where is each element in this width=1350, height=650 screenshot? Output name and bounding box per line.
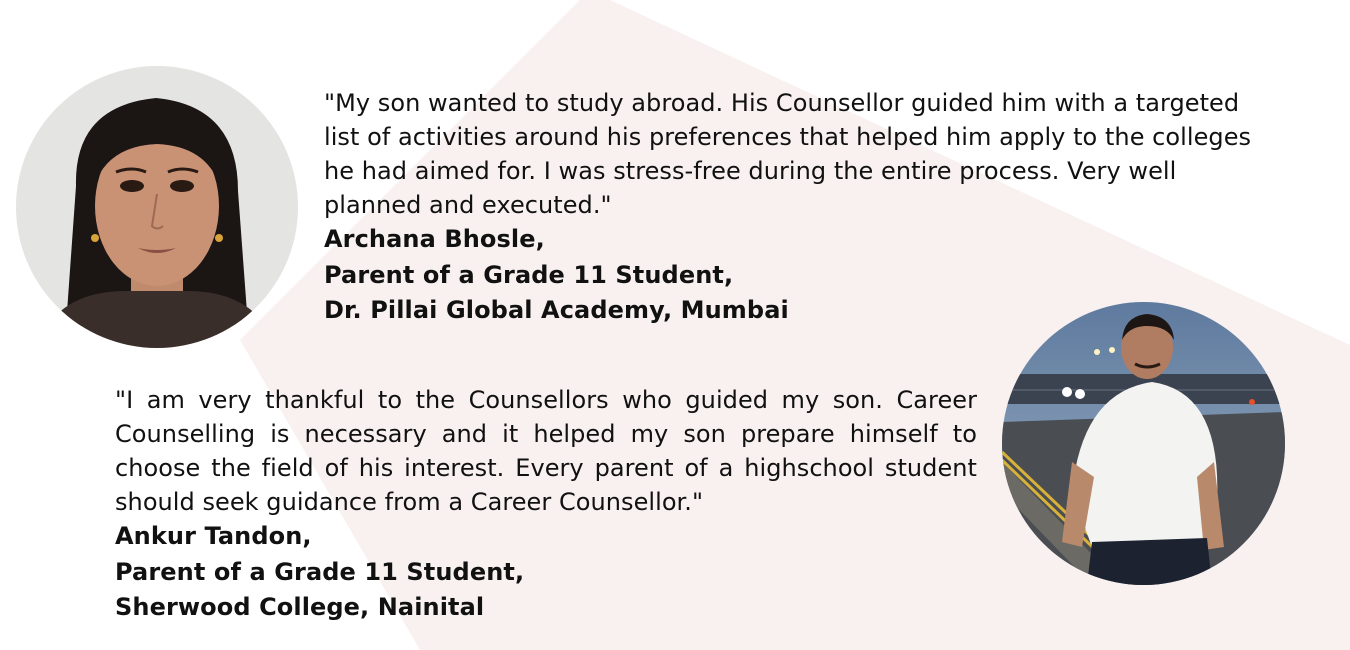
testimonial-archana-bhosle [324, 86, 1254, 329]
testimonial-author-role: Parent of a Grade 11 Student, [324, 260, 734, 289]
testimonial-author-name: Archana Bhosle, [324, 225, 545, 253]
avatar-ankur-tandon [1002, 302, 1285, 585]
testimonial-attribution [115, 519, 977, 626]
testimonial-author-role: Parent of a Grade 11 Student, [115, 557, 525, 586]
testimonial-author-name: Ankur Tandon, [115, 522, 312, 550]
testimonial-author-school: Sherwood College, Nainital [115, 593, 485, 621]
testimonial-author-school: Dr. Pillai Global Academy, Mumbai [324, 296, 789, 324]
avatar-archana-bhosle [16, 66, 298, 348]
woman-portrait-photo-icon [16, 66, 298, 348]
testimonial-quote: "I am very thankful to the Counsellors who guided my son. Career Counselling is necessary and it helped my son prepare himself to choose the field of his interest. Every parent of a highschool student should seek guidance from a Career Counsellor." [115, 386, 977, 516]
testimonial-attribution [324, 222, 1254, 329]
testimonial-ankur-tandon [115, 383, 977, 626]
testimonial-quote: "My son wanted to study abroad. His Counsellor guided him with a targeted list of activities around his preferences that helped him apply to the colleges he had aimed for. I was stress-free during the entire process. Very well planned and executed." [324, 89, 1252, 219]
man-portrait-photo-icon [1002, 302, 1285, 585]
